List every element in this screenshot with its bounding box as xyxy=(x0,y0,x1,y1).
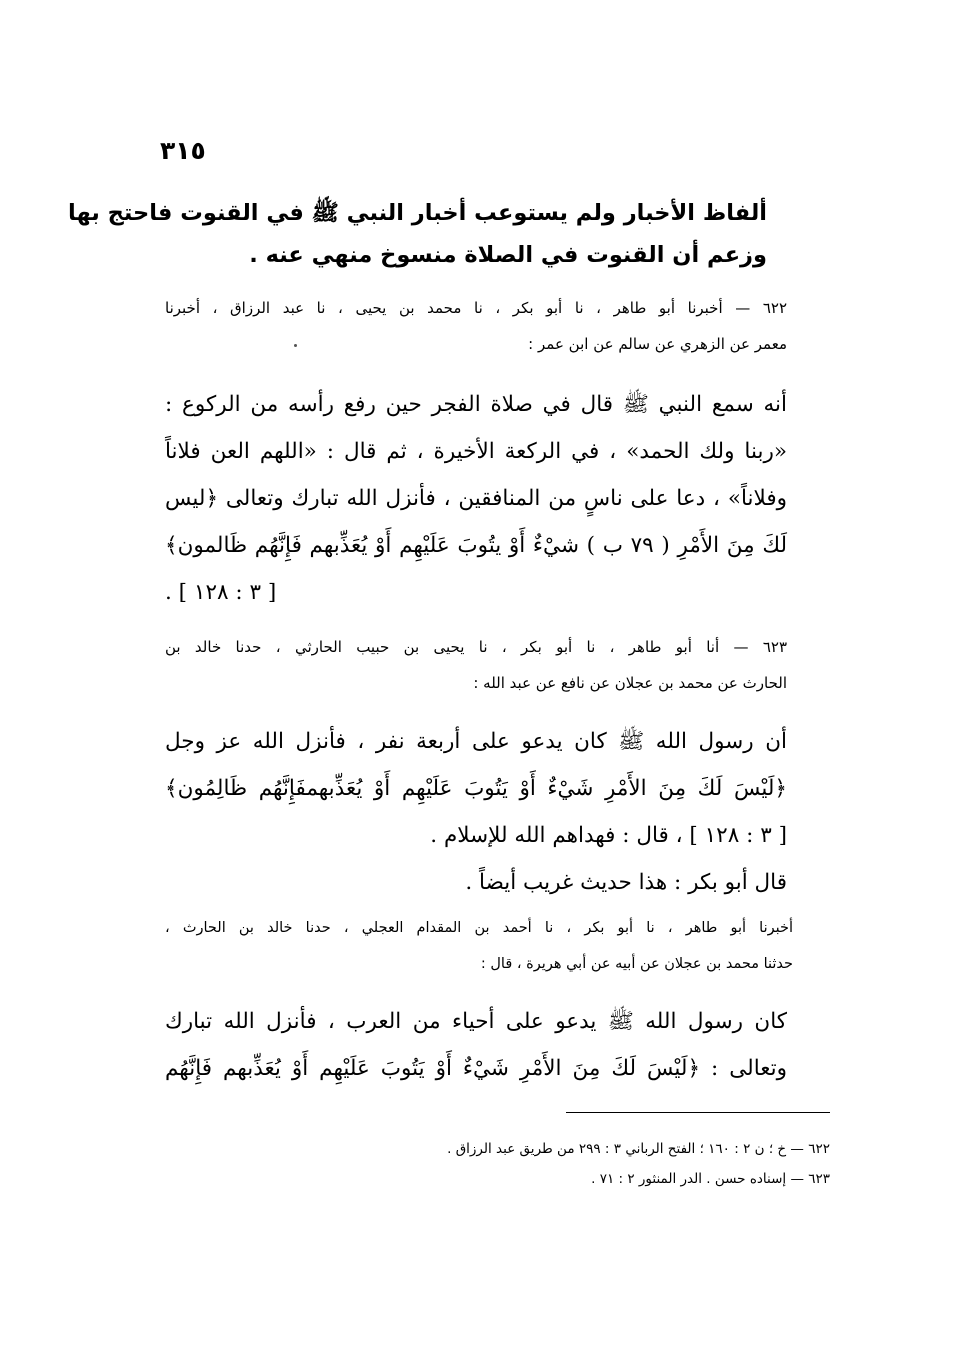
hadith-622-matn xyxy=(165,381,787,616)
heading-line: ألفاظ الأخبار ولم يستوعب أخبار النبي ﷺ في القنوت فاحتج بها xyxy=(68,200,767,226)
ink-dot xyxy=(294,344,297,347)
isnad-line: حدثنا محمد بن عجلان عن أبيه عن أبي هريرة ، قال : xyxy=(480,956,793,972)
isnad-line: أخبرنا أبو طاهر ، نا أبو بكر ، نا أحمد بن المقدام العجلي ، حدنا خالد بن الحارث ، xyxy=(165,920,793,936)
footnote-divider xyxy=(566,1112,830,1113)
matn-line: أنه سمع النبي ﷺ قال في صلاة الفجر حين رفع رأسه من الركوع : xyxy=(165,392,787,417)
heading-line: وزعم أن القنوت في الصلاة منسوخ منهي عنه . xyxy=(249,242,767,268)
isnad-line: الحارث عن محمد بن عجلان عن نافع عن عبد الله : xyxy=(473,674,787,692)
comment-line: قال أبو بكر : هذا حديث غريب أيضاً . xyxy=(465,870,787,895)
matn-line: «ربنا ولك الحمد» ، في الركعة الأخيرة ، ثم قال : «اللهم العن فلاناً xyxy=(165,439,787,464)
additional-matn xyxy=(165,998,787,1092)
matn-line: وتعالى : ﴿لَيْسَ لَكَ مِنَ الأَمْرِ شَيْءٌ أَوْ يَتُوبَ عَلَيْهِم أَوْ يُعَذِّبهم فَإِنَّهُم xyxy=(165,1056,787,1081)
matn-line: [ ٣ : ١٢٨ ] ، قال : فهداهم الله للإسلام . xyxy=(430,823,787,848)
page-number: ٣١٥ xyxy=(160,136,206,165)
hadith-622-isnad xyxy=(165,290,787,362)
matn-line: وفلاناً» ، دعا على ناسٍ من المنافقين ، فأنزل الله تبارك وتعالى ﴿ليس xyxy=(165,486,787,511)
matn-line: لَكَ مِنَ الأَمْرِ ( ٧٩ ب ) شيْءٌ أَوْ يتُوبَ عَلَيْهِم أَوْ يُعَذِّبهم فَإِنَّهُم ظَالمون﴾ xyxy=(165,533,787,558)
isnad-line: ٦٢٢ — أخبرنا أبو طاهر ، نا أبو بكر ، نا محمد بن يحيى ، نا عبد الرزاق ، أخبرنا xyxy=(165,299,787,317)
matn-line: ﴿لَيْسَ لَكَ مِنَ الأَمْرِ شَيْءٌ أَوْ يَتُوبَ عَلَيْهِم أَوْ يُعَذِّبهمفَإِنَّهُم ظَالِمُون﴾ xyxy=(165,776,787,801)
matn-line: أن رسول الله ﷺ كان يدعو على أربعة نفر ، فأنزل الله عز وجل xyxy=(165,729,787,754)
footnote-item: ٦٢٢ — خ ؛ ن ٢ : ١٦٠ ؛ الفتح الرباني ٣ : ٢٩٩ من طريق عبد الرزاق . xyxy=(447,1141,830,1157)
matn-line: [ ٣ : ١٢٨ ] . xyxy=(165,580,277,605)
chapter-heading xyxy=(68,192,767,276)
isnad-line: معمر عن الزهري عن سالم عن ابن عمر : xyxy=(528,335,787,353)
additional-isnad xyxy=(165,910,793,982)
hadith-623-matn xyxy=(165,718,787,906)
matn-line: كان رسول الله ﷺ يدعو على أحياء من العرب ، فأنزل الله تبارك xyxy=(165,1009,787,1034)
hadith-623-isnad xyxy=(165,629,787,701)
isnad-line: ٦٢٣ — أنا أبو طاهر ، نا أبو بكر ، نا يحيى بن حبيب الحارثي ، حدنا خالد بن xyxy=(165,638,787,656)
footnotes xyxy=(290,1134,830,1194)
footnote-item: ٦٢٣ — إسناده حسن . الدر المنثور ٢ : ٧١ . xyxy=(591,1171,830,1187)
